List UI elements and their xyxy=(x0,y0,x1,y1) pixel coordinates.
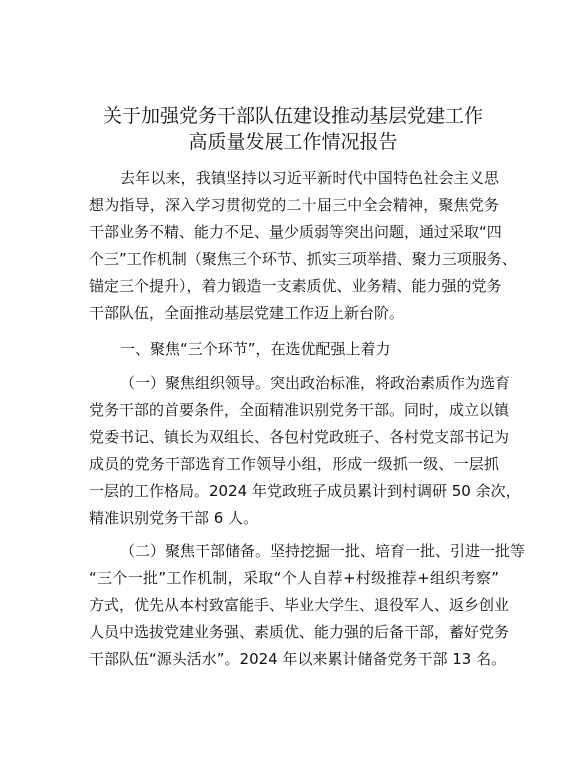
paragraph-line: 党务干部的首要条件，全面精准识别党务干部。同时，成立以镇 xyxy=(89,401,510,419)
paragraph-line: 党委书记、镇长为双组长、各包村党政班子、各村党支部书记为 xyxy=(89,428,510,446)
paragraph-line: 人员中选拔党建业务强、素质优、能力强的后备干部，蓄好党务 xyxy=(89,623,510,641)
paragraph-line: 成员的党务干部选育工作领导小组，形成一级抓一级、一层抓 xyxy=(89,455,499,473)
paragraph-line: 一层的工作格局。2024 年党政班子成员累计到村调研 50 余次， xyxy=(89,482,521,500)
document-title-line-2: 高质量发展工作情况报告 xyxy=(188,131,398,153)
intro-line: 想为指导，深入学习贯彻党的二十届三中全会精神，聚焦党务 xyxy=(89,196,499,214)
intro-line: 个三”工作机制（聚焦三个环节、抓实三项举措、聚力三项服务、 xyxy=(89,250,517,268)
intro-line: 去年以来，我镇坚持以习近平新时代中国特色社会主义思 xyxy=(120,169,499,187)
paragraph-line: 精准识别党务干部 6 人。 xyxy=(89,509,259,527)
intro-line: 干部队伍，全面推动基层党建工作迈上新台阶。 xyxy=(89,304,405,322)
paragraph-line: “三个一批”工作机制，采取“个人自荐+村级推荐+组织考察” xyxy=(89,569,499,587)
paragraph-line: 方式，优先从本村致富能手、毕业大学生、退役军人、返乡创业 xyxy=(89,596,510,614)
paragraph-line: （一）聚焦组织领导。突出政治标准，将政治素质作为选育 xyxy=(120,374,511,392)
intro-line: 锚定三个提升），着力锻造一支素质优、业务精、能力强的党务 xyxy=(89,277,502,295)
paragraph-line: 干部队伍“源头活水”。2024 年以来累计储备党务干部 13 名。 xyxy=(89,650,507,668)
paragraph-line: （二）聚焦干部储备。坚持挖掘一批、培育一批、引进一批等 xyxy=(120,542,526,560)
intro-line: 干部业务不精、能力不足、量少质弱等突出问题，通过采取“四 xyxy=(89,223,502,241)
section-heading: 一、聚焦“三个环节”，在选优配强上着力 xyxy=(120,340,391,358)
document-title-line-1: 关于加强党务干部队伍建设推动基层党建工作 xyxy=(102,105,483,127)
